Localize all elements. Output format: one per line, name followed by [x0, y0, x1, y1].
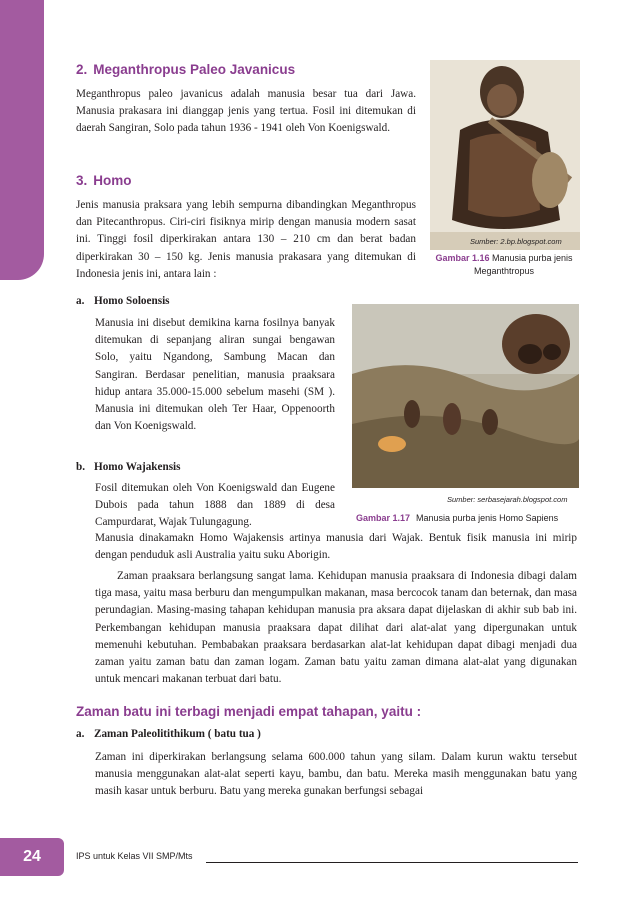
subheading-homo-soloensis	[76, 295, 170, 307]
paleolitikum-paragraph: Zaman ini diperkirakan berlangsung selama 600.000 tahun yang silam. Dalam kurun waktu tersebut manusia menggunakan alat-alat seperti kayu, bambu, dan batu. Mereka masih menggunakan batu yang masih kasar untuk berburu. Batu yang mereka gunakan berfungsi sebagai	[95, 751, 577, 798]
figure-116-caption	[426, 252, 582, 277]
meganthropus-paragraph: Meganthropus paleo javanicus adalah manusia besar tua dari Jawa. Manusia prakasara ini dianggap jenis yang tertua. Fosil ini ditemukan di daerah Sangiran, Solo pada tahun 1936 - 1941 oleh Von Koenigswald.	[76, 88, 416, 135]
section-title: Meganthropus Paleo Javanicus	[93, 62, 296, 77]
subheading-paleolitikum	[76, 728, 261, 740]
section-number: 2.	[76, 62, 88, 77]
homo-wajakensis-paragraph-bottom: Manusia dinakamakn Homo Wajakensis artinya manusia dari Wajak. Bentuk fisik manusia ini mirip dengan penduduk asli Australia yaitu suku Aborigin.	[95, 532, 577, 562]
figure-117-text: Manusia purba jenis Homo Sapiens	[416, 513, 559, 523]
figure-meganthropus-image	[430, 60, 580, 250]
figure-116-label: Gambar 1.16	[435, 253, 490, 263]
subheading-homo-wajakensis	[76, 461, 181, 473]
heading-zaman-batu: Zaman batu ini terbagi menjadi empat tahapan, yaitu :	[76, 704, 422, 719]
side-tab	[0, 0, 44, 280]
figure-117-source: Sumber: serbasejarah.blogspot.com	[447, 495, 568, 504]
section-title: Homo	[93, 173, 132, 188]
homo-sapiens-illustration	[352, 304, 579, 488]
figure-117-caption	[346, 512, 586, 525]
figure-116-source: Sumber: 2.bp.blogspot.com	[470, 237, 562, 246]
sub-letter: b.	[76, 461, 86, 473]
sub-title: Zaman Paleolitithikum ( batu tua )	[94, 728, 261, 740]
section-heading-meganthropus	[76, 62, 295, 77]
sub-title: Homo Wajakensis	[94, 461, 181, 473]
section-heading-homo	[76, 173, 132, 188]
figure-117-label: Gambar 1.17	[356, 513, 411, 523]
homo-paragraph: Jenis manusia praksara yang lebih sempurna dibandingkan Meganthropus dan Pitecanthropus. Ciri-ciri fisiknya mirip dengan manusia modern sasat ini. Tinggi fosil diperkirakan antara 130 – 210 cm dan berat badan diperkirakan 30 – 150 kg. Jenis manusia prakasara yang ditemukan di Indonesia jenis ini, antara lain :	[76, 199, 416, 280]
footer-rule	[206, 862, 578, 863]
homo-wajakensis-paragraph-top: Fosil ditemukan oleh Von Koenigswald dan Eugene Dubois pada tahun 1888 dan 1889 di desa Campurdarat, Wajak Tulungagung.	[95, 482, 335, 529]
homo-soloensis-paragraph: Manusia ini disebut demikina karna fosilnya banyak ditemukan di sepanjang aliran sungai bengawan Solo, yaitu Ngandong, Sambung Macan dan Sangiran. Berdasar penelitian, manusia praaksara hidup antara 35.000-15.000 sebelum masehi (SM ). Manusia ini ditemukan oleh Ter Haar, Oppenoorth dan Von Koenigswald.	[95, 317, 335, 433]
sub-letter: a.	[76, 728, 85, 740]
section-number: 3.	[76, 173, 88, 188]
meganthropus-illustration	[430, 60, 580, 250]
page-number: 24	[0, 838, 64, 876]
book-title: IPS untuk Kelas VII SMP/Mts	[76, 851, 193, 861]
sub-title: Homo Soloensis	[94, 295, 170, 307]
figure-116-text: Manusia purba jenis Meganthtropus	[473, 253, 573, 276]
sub-letter: a.	[76, 295, 85, 307]
zaman-praaksara-paragraph: Zaman praaksara berlangsung sangat lama. Kehidupan manusia praaksara di Indonesia dibagi dalam tiga masa, yaitu masa berburu dan mengumpulkan makanan, masa bercocok tanam dan beternak, dan masa perundagian. Masing-masing tahapan kehidupan manusia pra aksara dapat dijelaskan di akhir sub bab ini. Perkembangan kehidupan manusia praaksara dapat dilihat dari alat-alat yang dipergunakan untuk memenuhi kebutuhan. Pembabakan praaksara berdasarkan alat-lat kehidupan dapat dibagi menjadi dua zaman yaitu zaman batu dan zaman logam. Zaman batu yaitu zaman dimana alat-alat yang digunakan untuk mencari makanan terbuat dari batu.	[95, 570, 577, 686]
figure-homo-sapiens-image	[352, 304, 579, 488]
